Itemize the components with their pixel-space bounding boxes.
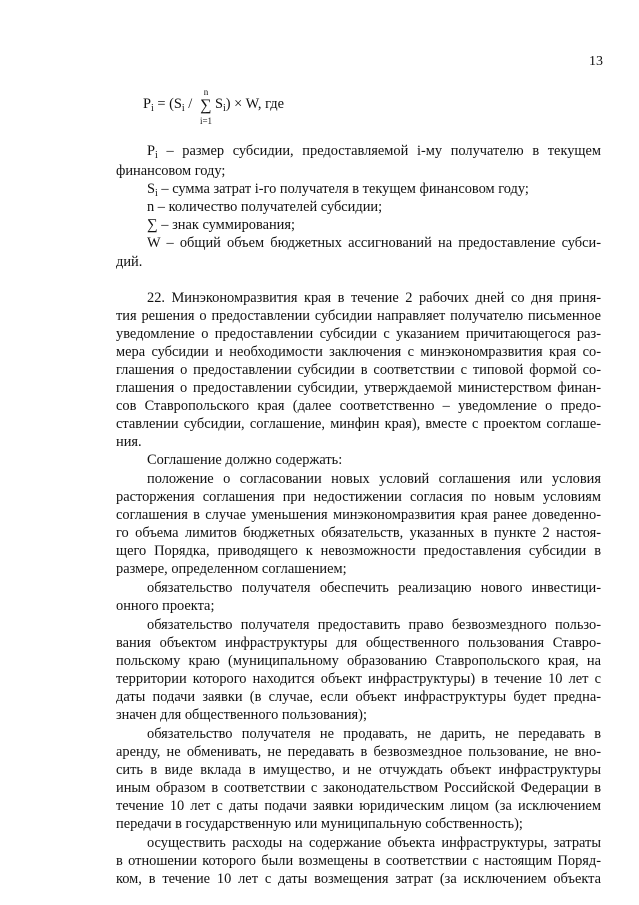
legend-w-text: W – общий объем бюджетных ассигнований на предоставление субси- — [147, 235, 601, 251]
paragraph-22-line — [116, 362, 601, 379]
item-4-line — [116, 798, 601, 815]
item-1-line — [147, 471, 601, 488]
item-4-text: сить в виде вклада в имущество, и не отчуждать объект инфраструктуры — [116, 762, 601, 778]
paragraph-22-line — [116, 326, 601, 343]
paragraph-22-text: мера субсидии и необходимости заключения с минэкономразвития края со- — [116, 344, 601, 360]
item-3-text: территории которого находится объект инфраструктуры) в течение 10 лет с — [116, 671, 601, 687]
legend-w-continuation: дий. — [116, 254, 143, 270]
item-5-line — [147, 835, 601, 852]
item-5-text: в отношении которого были возмещены в соответствии с настоящим Поряд- — [116, 853, 601, 869]
item-1-line — [116, 489, 601, 506]
item-3-text: даты подачи заявки (в случае, если объект инфраструктуры будет предна- — [116, 689, 601, 705]
formula-rest: ) × W, где — [225, 96, 284, 112]
formula-slash: / — [184, 96, 193, 112]
paragraph-22-line — [116, 416, 601, 433]
paragraph-22-line — [116, 398, 601, 415]
formula-eq-open: = (S — [153, 96, 182, 112]
legend-p-line — [147, 143, 601, 161]
legend-s-subscript: i — [155, 188, 158, 199]
item-5-line — [116, 853, 601, 870]
paragraph-22-line — [116, 380, 601, 397]
paragraph-22-text: уведомление о предоставлении субсидии с указанием причитающегося раз- — [116, 326, 601, 342]
item-3-text: польскому краю (муниципальному образованию Ставропольского края, на — [116, 653, 601, 669]
item-3-text: обязательство получателя предоставить право безвозмездного пользо- — [147, 617, 601, 633]
paragraph-22-line — [116, 344, 601, 361]
item-4-line — [116, 780, 601, 797]
formula-s-subscript: i — [181, 103, 185, 114]
paragraph-22-text: тия решения о предоставлении субсидии направляет получателю письменное — [116, 308, 601, 324]
paragraph-22-line — [147, 290, 601, 307]
item-1-text: щего Порядка, приводящего к невозможности предоставления субсидии в — [116, 543, 601, 559]
legend-sigma-text: – знак суммирования; — [157, 217, 295, 233]
legend-sigma-symbol: ∑ — [147, 217, 158, 233]
legend-w-line — [147, 235, 601, 252]
legend-s-line — [147, 181, 529, 199]
legend-p-subscript: i — [155, 150, 158, 161]
item-1-line — [116, 507, 601, 524]
item-1-text: соглашения в случае уменьшения минэкономразвития края ранее доведенно- — [116, 507, 601, 523]
item-3-line — [147, 617, 601, 634]
item-1-line — [116, 543, 601, 560]
paragraph-22-last-line: ния. — [116, 434, 142, 450]
item-5-text: ком, в течение 10 лет с даты возмещения затрат (за исключением объекта — [116, 871, 601, 887]
legend-n-line: n – количество получателей субсидии; — [147, 199, 383, 215]
formula-left — [143, 96, 192, 114]
item-3-line — [116, 653, 601, 670]
legend-p-continuation: финансовом году; — [116, 163, 226, 179]
agreement-intro: Соглашение должно содержать: — [147, 452, 343, 468]
sum-lower-limit: i=1 — [199, 116, 213, 126]
item-1-last-line: размере, определенном соглашением; — [116, 561, 347, 577]
item-3-text: вания объектом инфраструктуры для общественного пользования Ставро- — [116, 635, 601, 651]
formula-right — [215, 96, 284, 114]
sigma-symbol: ∑ — [200, 97, 212, 114]
item-5-text: осуществить расходы на содержание объекта инфраструктуры, затраты — [147, 835, 601, 851]
item-4-text: иным образом в соответствии с законодательством Российской Федерации в — [116, 780, 601, 796]
item-3-line — [116, 671, 601, 688]
formula-lhs-subscript: i — [151, 103, 154, 114]
legend-p-text: – размер субсидии, предоставляемой i-му получателю в текущем — [157, 143, 601, 159]
legend-s-text: – сумма затрат i-го получателя в текущем финансовом году; — [157, 181, 529, 197]
item-2-last-line: онного проекта; — [116, 598, 215, 614]
item-4-line — [116, 744, 601, 761]
item-5-line — [116, 871, 601, 888]
item-4-text: обязательство получателя не продавать, не дарить, не передавать в — [147, 726, 601, 742]
item-4-text: аренду, не обменивать, не передавать в безвозмездное пользование, не вно- — [116, 744, 601, 760]
paragraph-22-text: 22. Минэкономразвития края в течение 2 рабочих дней со дня приня- — [147, 290, 601, 306]
paragraph-22-line — [116, 308, 601, 325]
formula-s2: S — [215, 96, 224, 112]
item-3-last-line: значен для общественного пользования); — [116, 707, 367, 723]
sum-upper-limit: n — [203, 87, 209, 97]
legend-p-letter: P — [147, 143, 156, 159]
legend-s-letter: S — [147, 181, 156, 197]
legend-sigma-line — [147, 217, 295, 234]
page-number: 13 — [589, 54, 603, 69]
paragraph-22-text: ставлении субсидии, соглашение, минфин края), вместе с проектом соглаше- — [116, 416, 601, 432]
item-4-last-line: передачи в государственную или муниципальную собственность); — [116, 816, 523, 832]
item-2-line — [147, 580, 601, 597]
formula-lhs: P — [143, 96, 152, 112]
item-3-line — [116, 635, 601, 652]
paragraph-22-text: сов Ставропольского края (далее соответственно – уведомление о предо- — [116, 398, 601, 414]
paragraph-22-text: глашения о предоставлении субсидии в соответствии с типовой формой со- — [116, 362, 601, 378]
item-4-line — [147, 726, 601, 743]
paragraph-22-text: глашения о предоставлении субсидии, утверждаемой министерством финан- — [116, 380, 601, 396]
item-1-text: расторжения соглашения при недостижении согласия по новым условиям — [116, 489, 601, 505]
item-3-line — [116, 689, 601, 706]
item-2-text: обязательство получателя обеспечить реализацию нового инвестици- — [147, 580, 601, 596]
item-4-text: течение 10 лет с даты подачи заявки юридическим лицом (за исключением — [116, 798, 601, 814]
item-1-text: положение о согласовании новых условий соглашения или условия — [147, 471, 601, 487]
item-1-line — [116, 525, 601, 542]
item-1-text: го объема лимитов бюджетных обязательств, указанных в пункте 2 настоя- — [116, 525, 601, 541]
formula-s2-subscript: i — [223, 103, 226, 114]
item-4-line — [116, 762, 601, 779]
